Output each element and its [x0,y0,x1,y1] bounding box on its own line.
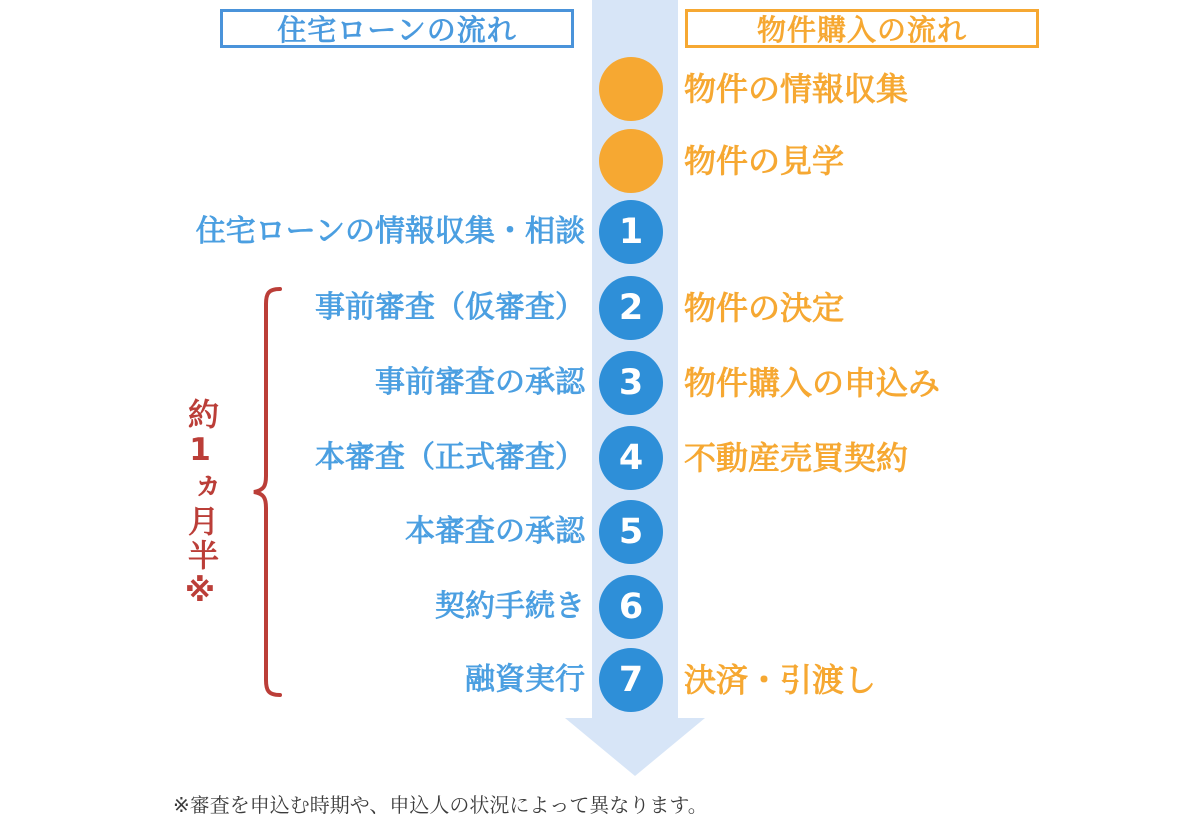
loan-flow-header-label: 住宅ローンの流れ [277,13,517,47]
loan-step-label: 事前審査（仮審査） [315,290,585,325]
loan-step-label: 事前審査の承認 [375,365,585,400]
property-flow-header [685,9,1039,48]
step-number: 7 [618,659,644,700]
duration-label: 約1ヵ月半※ [182,398,218,612]
step-number: 1 [618,211,644,252]
property-step-marker [599,129,663,193]
property-step-label: 不動産売買契約 [684,439,909,477]
loan-step-label: 融資実行 [465,662,585,697]
property-step-label: 物件の情報収集 [684,70,909,108]
loan-step-label: 本審査の承認 [405,514,585,549]
loan-step-circle [599,648,663,712]
property-step-label: 決済・引渡し [684,661,877,699]
timeline-arrow-head-icon [565,718,705,776]
property-flow-header-label: 物件購入の流れ [756,13,967,47]
property-step-label: 物件購入の申込み [684,364,941,402]
loan-step-label: 本審査（正式審査） [315,440,585,475]
loan-step-label: 契約手続き [435,589,585,624]
duration-brace [246,286,286,701]
step-number: 2 [618,287,644,328]
loan-step-circle [599,500,663,564]
loan-flow-header [220,9,574,48]
step-number: 5 [618,511,644,552]
property-step-marker [599,57,663,121]
footnote-text: ※審査を申込む時期や、申込人の状況によって異なります。 [173,793,708,817]
step-number: 4 [618,437,644,478]
loan-step-circle [599,351,663,415]
loan-step-circle [599,426,663,490]
property-step-label: 物件の見学 [684,142,845,180]
property-step-label: 物件の決定 [684,289,845,327]
loan-step-circle [599,575,663,639]
loan-step-circle [599,200,663,264]
step-number: 6 [618,586,644,627]
step-number: 3 [618,362,644,403]
loan-step-circle [599,276,663,340]
loan-step-label: 住宅ローンの情報収集・相談 [195,214,585,249]
